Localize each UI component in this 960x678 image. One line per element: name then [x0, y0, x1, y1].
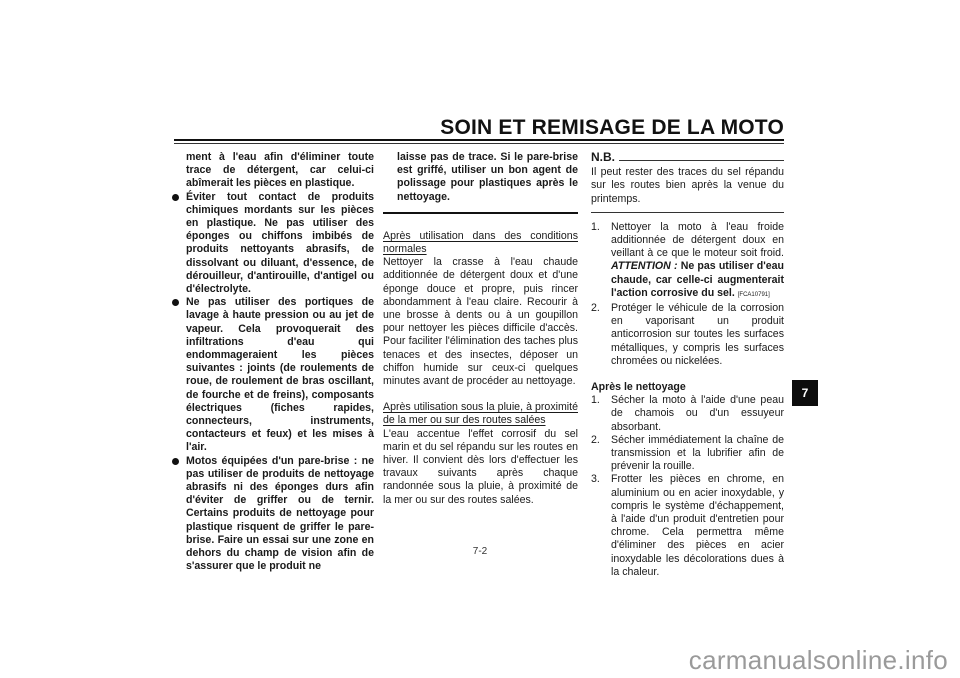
bullet-icon [172, 194, 179, 201]
step-item [591, 221, 784, 302]
bullet-text: Éviter tout contact de produits chimiques mordants sur les pièces en plastique. Ne pas utiliser des éponges ou chiffons imbibés de produits nettoyants abrasifs, de dissolvant ou diluant, d'essence, de dérouilleur, d'antirouille, d'antigel ou d'électrolyte. [186, 190, 374, 296]
after-cleaning-heading: Après le nettoyage [591, 381, 686, 394]
page-title: SOIN ET REMISAGE DE LA MOTO [440, 116, 784, 139]
step-number: 1. [591, 394, 600, 407]
attention-text: Ne pas utiliser d'eau chaude, car celle-ci augmenterait l'action corrosive du sel. [611, 260, 784, 299]
bullet-icon [172, 299, 179, 306]
section-heading-salt: Après utilisation sous la pluie, à proximité de la mer ou sur des routes salées [383, 401, 578, 427]
warning-end-rule [383, 212, 578, 214]
note-rule [619, 160, 784, 161]
step-number: 2. [591, 302, 600, 315]
bullet-icon [172, 458, 179, 465]
warning-bullet [172, 296, 374, 454]
warning-end: laisse pas de trace. Si le pare-brise est griffé, utiliser un bon agent de polissage pour plastiques après le nettoyage. [397, 151, 578, 203]
after-step-item [591, 394, 784, 434]
step-text: Frotter les pièces en chrome, en aluminium ou en acier inoxydable, y compris le système d'échappement, à l'aide d'un produit d'entretien pour chrome. Cela permettra même d'éliminer des pièces en acier inoxydable les décolorations dues à la chaleur. [611, 473, 784, 578]
title-rule-thin [174, 143, 784, 144]
section-heading-normal: Après utilisation dans des conditions normales [383, 229, 578, 256]
section-body-normal: Nettoyer la crasse à l'eau chaude additionnée de détergent doux et d'une éponge douce et propre, puis rincer abondamment à l'eau claire. Recourir à une brosse à dents ou à un goupillon pour nettoyer les pièces difficile d'accès. Pour faciliter l'élimination des taches plus tenaces et des insectes, déposer un chiffon humide sur ceux-ci quelques minutes avant de procéder au nettoyage. [383, 256, 578, 388]
caution-code: [FCA10791] [737, 291, 770, 298]
step-text: Sécher immédiatement la chaîne de transmission et la lubrifier afin de prévenir la rouille. [611, 433, 784, 473]
step-item [591, 302, 784, 368]
step-number: 2. [591, 433, 600, 446]
attention-label: ATTENTION : [611, 260, 678, 273]
note-label: N.B. [591, 150, 615, 164]
bullet-text: Ne pas utiliser des portiques de lavage à haute pression ou au jet de vapeur. Cela provoquerait des infiltrations d'eau qui endommageraient les pièces suivantes : joints (de roulements de roue, de roulement de bras oscillant, de fourche et de freins), composants électriques (fiches rapides, connecteurs, instruments, contacteurs et feux) et les mises à l'air. [186, 296, 374, 454]
column-2 [383, 151, 578, 507]
warning-bullet [172, 191, 374, 297]
bullet-text: Motos équipées d'un pare-brise : ne pas utiliser de produits de nettoyage abrasifs ni des éponges durs afin d'éviter de griffer ou de ternir. Certains produits de nettoyage pour plastique risquent de griffer le pare-brise. Faire un essai sur une zone en dehors du champ de vision afin de s'assurer que le produit ne [186, 454, 374, 573]
warning-continuation: ment à l'eau afin d'éliminer toute trace de détergent, car celui-ci abîmerait les pièces en plastique. [186, 151, 374, 190]
page-number: 7-2 [472, 546, 488, 557]
step-text: Protéger le véhicule de la corrosion en vaporisant un produit anticorrosion sur toutes les surfaces métalliques, y compris les surfaces chromées ou nickelées. [611, 302, 784, 367]
note-text: Il peut rester des traces du sel répandu sur les routes bien après la venue du printemps. [591, 166, 784, 205]
note-header [591, 151, 784, 164]
step-number: 1. [591, 220, 600, 233]
step-text: Nettoyer la moto à l'eau froide additionnée de détergent doux en veillant à ce que le moteur soit froid. [611, 220, 784, 260]
column-1 [172, 151, 374, 574]
title-rule-thick [174, 139, 784, 141]
step-text: Sécher la moto à l'aide d'une peau de chamois ou d'un essuyeur absorbant. [611, 394, 784, 433]
watermark: carmanualsonline.info [688, 645, 948, 675]
column-3 [591, 151, 784, 579]
step-number: 3. [591, 473, 600, 486]
section-body-salt: L'eau accentue l'effet corrosif du sel marin et du sel répandu sur les routes en hiver. Il convient dès lors d'effectuer les travaux suivants après chaque randonnée sous la pluie, à proximité de la mer ou sur des routes salées. [383, 427, 578, 506]
chapter-tab: 7 [792, 380, 818, 406]
after-step-item [591, 434, 784, 474]
note-end-rule [591, 212, 784, 213]
after-step-item [591, 473, 784, 579]
